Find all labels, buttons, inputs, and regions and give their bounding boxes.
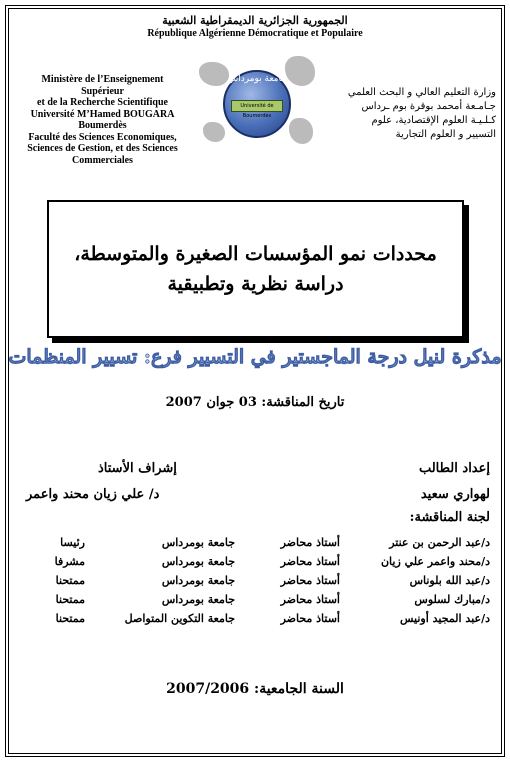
- ministry-line: وزارة التعليم العالي و البحث العلمي: [347, 87, 496, 98]
- member-role: مشرفا: [54, 555, 85, 568]
- university-line: جـامـعة أمحمد بوقرة بوم ـرداس: [361, 101, 496, 112]
- member-rank: أستاذ محاضر: [280, 612, 340, 625]
- republic-heading-arabic: الجمهورية الجزائرية الديمقراطية الشعبية: [162, 14, 348, 27]
- logo-banner: Université de Boumerdès: [231, 100, 283, 112]
- degree-statement: مذكرة لنيل درجة الماجستير في التسيير فرع: تسيير المنظمات: [8, 346, 502, 368]
- member-name: د/محند واعمر علي زيان: [380, 555, 490, 568]
- ministry-line: Supérieur: [81, 85, 124, 97]
- member-university: جامعة بومرداس: [161, 555, 235, 568]
- defense-date: تاريخ المناقشة: 03 جوان 2007: [165, 395, 345, 410]
- committee-row: [20, 612, 490, 632]
- committee-row: [20, 593, 490, 613]
- ink-blot-decoration: [199, 62, 229, 86]
- faculty-line: Commerciales: [72, 154, 133, 166]
- student-name: لهواري سعيد: [420, 487, 490, 502]
- member-name: د/عبد الرحمن بن عنتر: [389, 536, 490, 549]
- member-role: ممتحنا: [55, 612, 85, 625]
- ministry-line: et de la Recherche Scientifique: [37, 97, 168, 108]
- ministry-block-french: [10, 74, 195, 166]
- committee-row: [20, 536, 490, 556]
- prepared-by-label: إعداد الطالب: [418, 461, 490, 476]
- faculty-line: التسيير و العلوم التجارية: [395, 129, 496, 140]
- faculty-line: Faculté des Sciences Economiques,: [28, 131, 177, 143]
- supervision-label: إشراف الأستاذ: [98, 461, 177, 476]
- member-role: رئيسا: [60, 536, 85, 549]
- faculty-line: Sciences de Gestion, et des Sciences: [27, 143, 178, 154]
- faculty-line: كـلـيـة العلوم الإقتصادية، علوم: [371, 115, 496, 126]
- member-rank: أستاذ محاضر: [280, 574, 340, 587]
- thesis-title-line-2: دراسة نظرية وتطبيقية: [167, 273, 344, 295]
- member-name: د/عبد المجيد أونيس: [400, 612, 490, 625]
- member-university: جامعة التكوين المتواصل: [124, 612, 235, 625]
- member-name: د/مبارك لسلوس: [414, 593, 490, 606]
- member-rank: أستاذ محاضر: [280, 593, 340, 606]
- committee-row: [20, 574, 490, 594]
- member-rank: أستاذ محاضر: [280, 536, 340, 549]
- thesis-title-line-1: محددات نمو المؤسسات الصغيرة والمتوسطة،: [74, 243, 437, 265]
- member-university: جامعة بومرداس: [161, 574, 235, 587]
- republic-heading-french: République Algérienne Démocratique et Populaire: [147, 28, 363, 39]
- ink-blot-decoration: [285, 56, 315, 86]
- title-box: [47, 200, 464, 338]
- committee-label: لجنة المناقشة:: [409, 510, 490, 525]
- member-role: ممتحنا: [55, 574, 85, 587]
- supervisor-name: د/ علي زيان محند واعمر: [26, 487, 160, 502]
- ministry-line: Ministère de l’Enseignement: [41, 74, 164, 85]
- member-university: جامعة بومرداس: [161, 593, 235, 606]
- member-name: د/عبد الله بلوناس: [409, 574, 490, 587]
- ministry-block-arabic: [296, 86, 496, 142]
- member-rank: أستاذ محاضر: [280, 555, 340, 568]
- committee-row: [20, 555, 490, 575]
- member-university: جامعة بومرداس: [161, 536, 235, 549]
- academic-year: السنة الجامعية: 2007/2006: [166, 681, 344, 697]
- member-role: ممتحنا: [55, 593, 85, 606]
- university-line: Université M’Hamed BOUGARA: [30, 108, 175, 120]
- city-line: Boumerdès: [78, 120, 127, 131]
- ink-blot-decoration: [203, 122, 225, 142]
- logo-text-arabic: جامعة بومرداس: [227, 74, 287, 84]
